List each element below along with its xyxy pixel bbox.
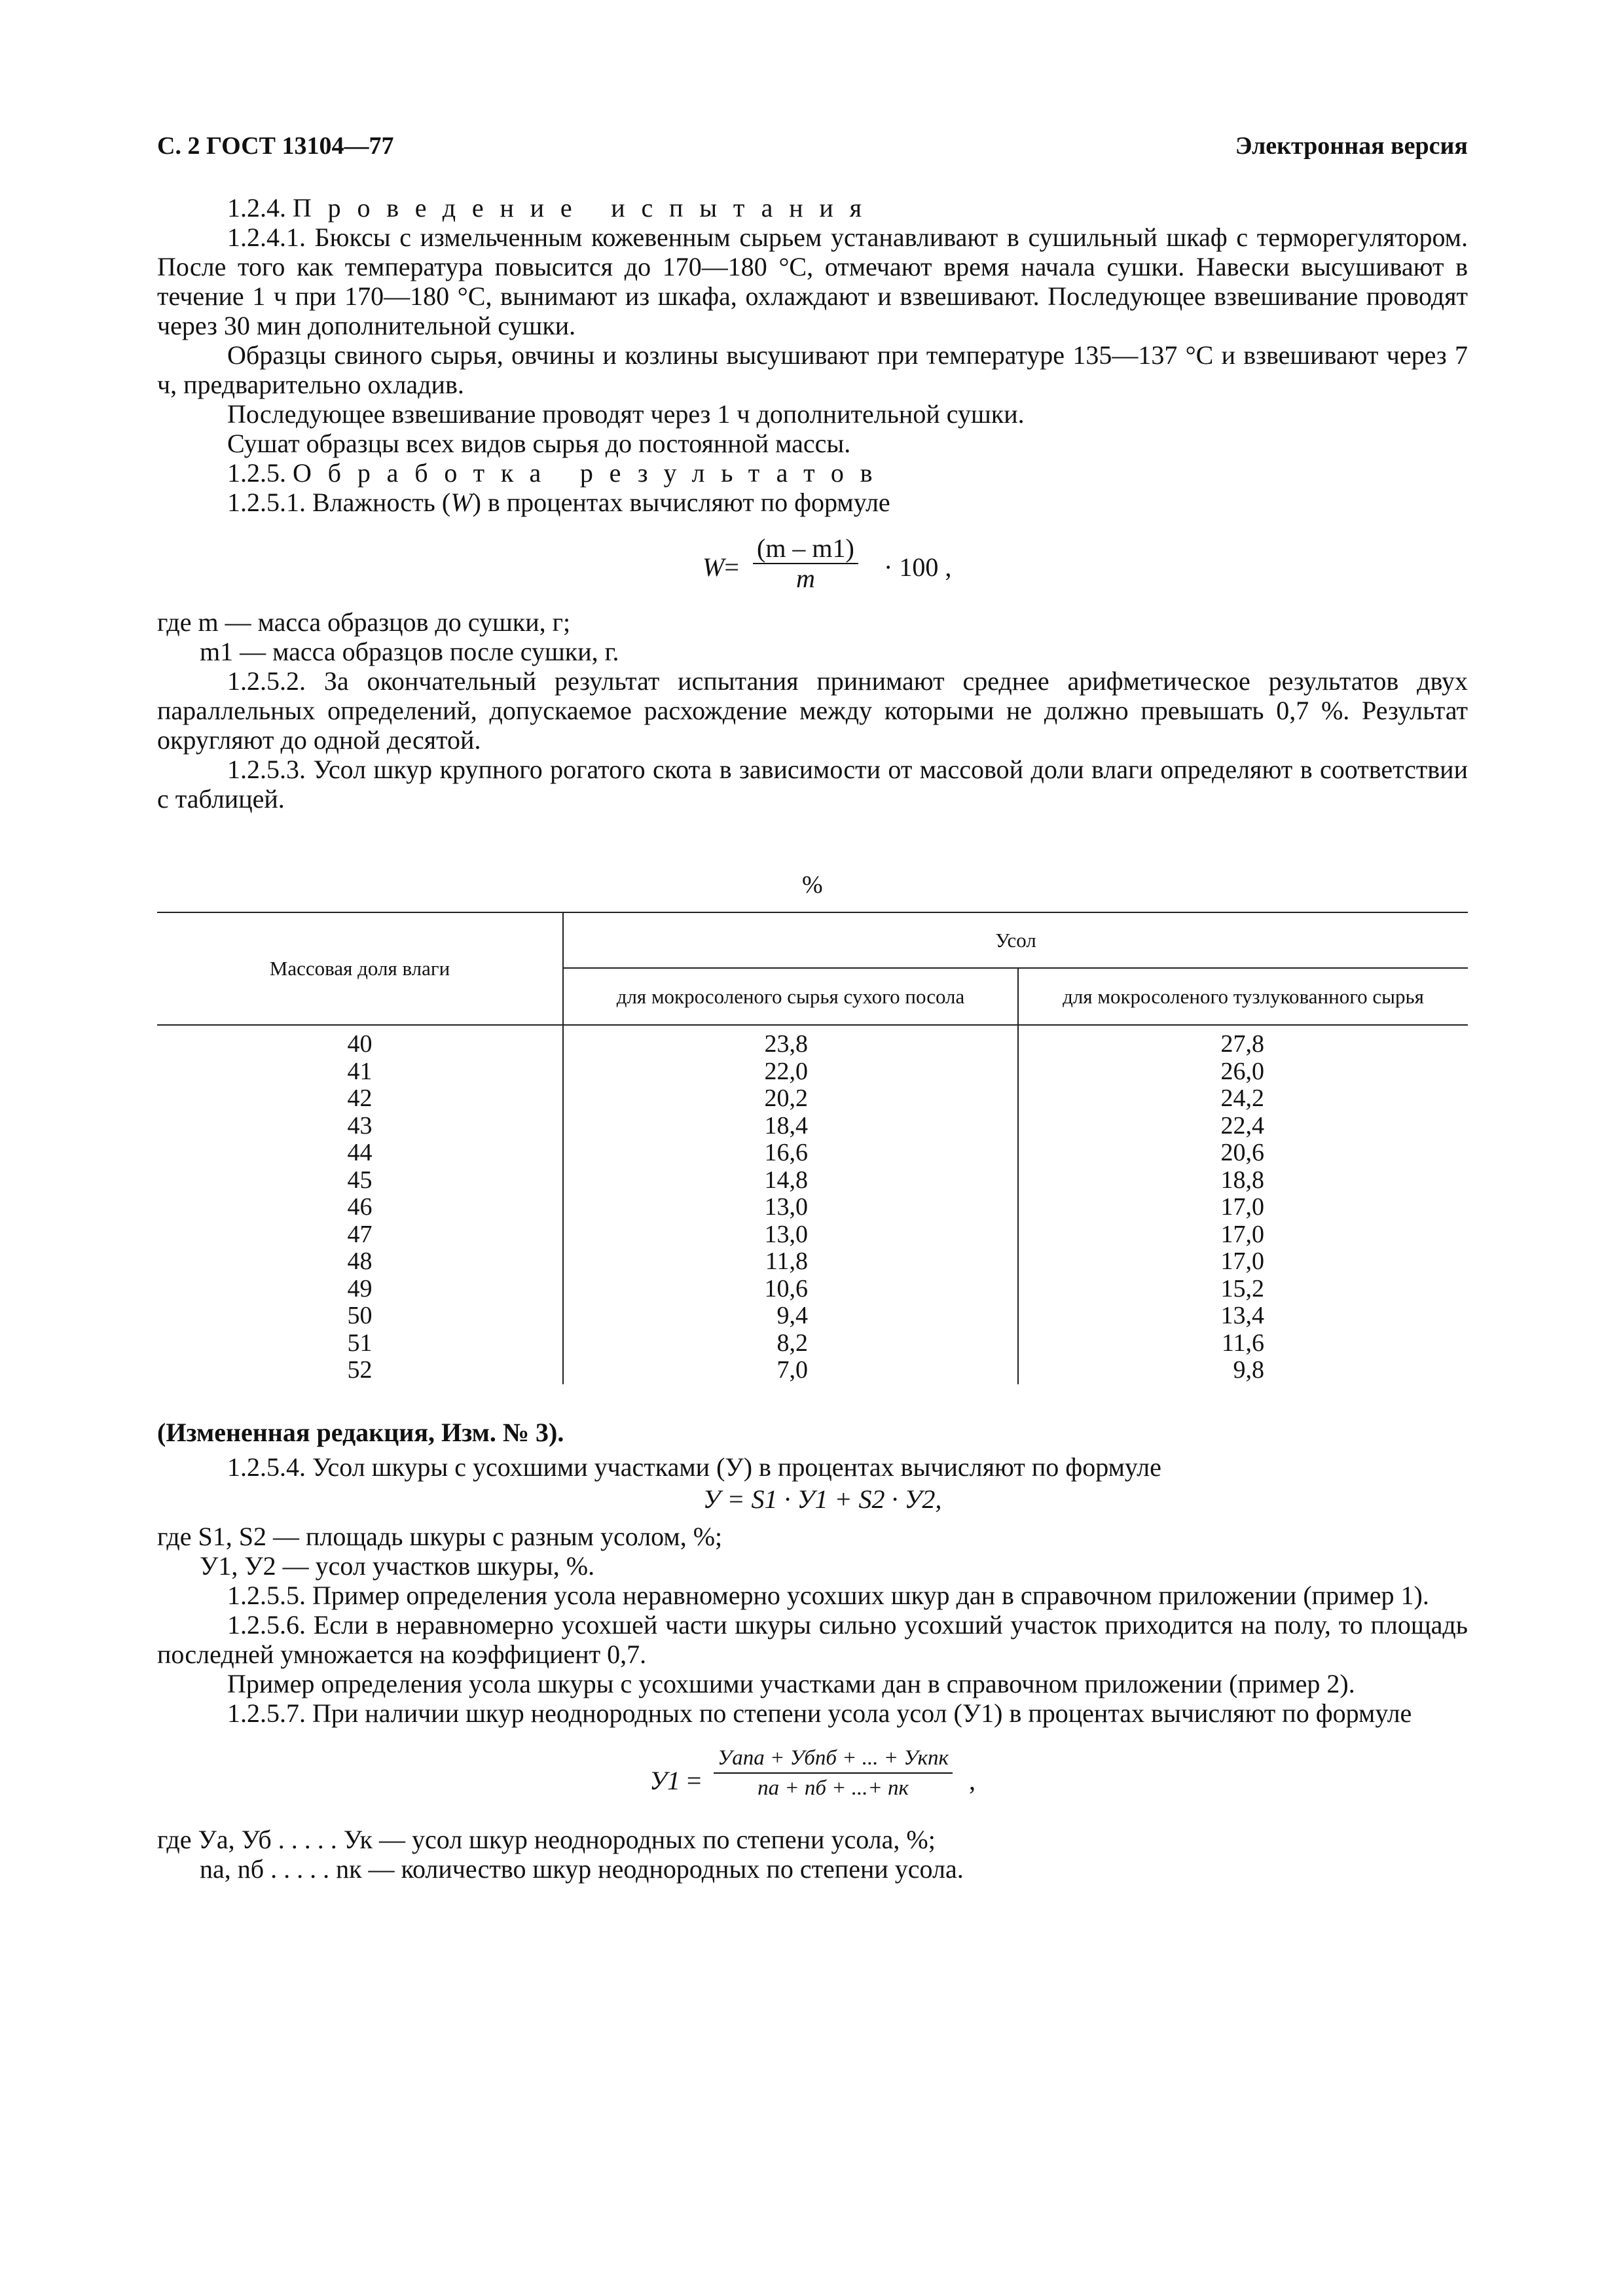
dry-salted-value: 11,8 [765,1247,808,1275]
brine-cured-column [1018,1025,1468,1384]
brine-cured-value: 15,2 [1220,1274,1264,1302]
moisture-value: 49 [347,1274,373,1302]
where-m: где m — масса образцов до сушки, г; [157,607,571,637]
header-brine-cured: для мокросоленого тузлукованного сырья [1018,968,1468,1025]
usol-formula: У = S1 · У1 + S2 · У2, [702,1484,942,1514]
moisture-value: 52 [347,1356,373,1384]
page-header-right: Электронная версия [1235,132,1468,160]
dry-salted-value: 14,8 [764,1166,808,1194]
hetero-formula-denominator: nа + nб + ...+ nк [757,1776,909,1800]
moisture-value: 51 [347,1329,373,1357]
dry-salted-value: 23,8 [764,1030,808,1058]
heterogeneous-usol-formula: У1 = Уаnа + Убnб + ... + Укnк nа + nб + ...+ nк , [157,1737,1468,1816]
dry-salted-value: 18,4 [764,1111,808,1139]
dry-salted-value: 16,6 [764,1139,808,1166]
hetero-formula-numerator: Уаnа + Убnб + ... + Укnк [714,1744,953,1774]
paragraph-reweigh: Последующее взвешивание проводят через 1 ч дополнительной сушки. [227,399,1025,429]
moisture-value: 40 [347,1030,373,1058]
brine-cured-value: 11,6 [1221,1329,1264,1357]
table-unit: % [802,871,823,899]
brine-cured-value: 9,8 [1233,1356,1264,1384]
brine-cured-value: 27,8 [1220,1030,1264,1058]
brine-cured-value: 17,0 [1220,1247,1264,1275]
header-dry-salted: для мокросоленого сырья сухого посола [563,968,1018,1025]
brine-cured-value: 17,0 [1220,1193,1264,1221]
paragraph-constant-mass: Сушат образцы всех видов сырья до постоянной массы. [227,429,851,458]
amendment-note: (Измененная редакция, Изм. № 3). [157,1418,564,1447]
paragraph-1-2-5-5: 1.2.5.5. Пример определения усола неравномерно усохших шкур дан в справочном приложении (пример 1). [227,1581,1429,1610]
dry-salted-value: 9,4 [776,1302,808,1329]
page-header-left: С. 2 ГОСТ 13104—77 [157,132,394,160]
brine-cured-value: 22,4 [1220,1111,1264,1139]
brine-cured-value: 24,2 [1220,1085,1264,1112]
dry-salted-value: 13,0 [764,1220,808,1248]
dry-salted-column [563,1025,1018,1384]
where-m1: m1 — масса образцов после сушки, г. [200,637,619,666]
moisture-value: 47 [347,1220,373,1248]
usol-table [157,912,1468,1384]
paragraph-pig-skin: Образцы свиного сырья, овчины и козлины высушивают при температуре 135—137 °С и взвешивают через 7 ч, предварительно охладив. [157,340,1468,399]
dry-salted-value: 20,2 [764,1085,808,1112]
paragraph-example-2: Пример определения усола шкуры с усохшими участками дан в справочном приложении (пример 2). [227,1669,1355,1698]
main-text-bottom [157,1418,1468,1884]
brine-cured-value: 18,8 [1220,1166,1264,1194]
dry-salted-value: 7,0 [776,1356,808,1384]
header-moisture: Массовая доля влаги [157,912,563,1025]
moisture-value: 45 [347,1166,373,1194]
paragraph-1-2-5-4: 1.2.5.4. Усол шкуры с усохшими участками (У) в процентах вычисляют по формуле [227,1452,1161,1482]
paragraph-1-2-5-7: 1.2.5.7. При наличии шкур неоднородных по степени усола усол (У1) в процентах вычисляют по формуле [227,1698,1412,1728]
moisture-value: 46 [347,1193,373,1221]
brine-cured-value: 20,6 [1220,1139,1264,1166]
dry-salted-value: 10,6 [764,1274,808,1302]
main-text-top [157,193,1468,814]
where-na: nа, nб . . . . . nк — количество шкур неоднородных по степени усола. [200,1854,964,1884]
header-usol: Усол [563,912,1468,968]
paragraph-1-2-5-1: 1.2.5.1. Влажность (W) в процентах вычисляют по формуле [227,488,890,517]
paragraph-1-2-5-6: 1.2.5.6. Если в неравномерно усохшей части шкуры сильно усохший участок приходится на полу, то площадь последней умножается на коэффициент 0,7. [157,1610,1468,1669]
dry-salted-value: 13,0 [764,1193,808,1221]
moisture-value: 50 [347,1302,373,1329]
moisture-formula: W= $\frac{(m - m1)}{m}$ · 100 , [702,533,952,593]
where-ua: где Уа, Уб . . . . . Ук — усол шкур неоднородных по степени усола, %; [157,1825,936,1854]
paragraph-1-2-5-2: 1.2.5.2. За окончательный результат испытания принимают среднее арифметическое результатов двух параллельных определений, допускаемое расхождение между которыми не должно превышать 0,7 %. Результат округляют до одной десятой. [157,666,1468,755]
brine-cured-value: 26,0 [1220,1057,1264,1085]
dry-salted-value: 8,2 [776,1329,808,1357]
moisture-value: 48 [347,1247,373,1275]
moisture-formula-numerator: (m – m1) [753,534,858,564]
moisture-column [157,1025,563,1384]
section-1-2-4-title: 1.2.4. Проведение испытания [227,193,878,223]
paragraph-1-2-4-1: 1.2.4.1. Бюксы с измельченным кожевенным сырьем устанавливают в сушильный шкаф с терморегулятором. После того как температура повысится до 170—180 °С, отмечают время начала сушки. Навески высушивают в течение 1 ч при 170—180 °С, вынимают из шкафа, охлаждают и взвешивают. Последующее взвешивание проводят через 30 мин дополнительной сушки. [157,223,1468,340]
brine-cured-value: 17,0 [1220,1220,1264,1248]
brine-cured-value: 13,4 [1220,1302,1264,1329]
dry-salted-value: 22,0 [764,1057,808,1085]
moisture-value: 41 [347,1057,373,1085]
moisture-formula-denominator: m [795,564,815,593]
section-1-2-5-title: 1.2.5. Обработка результатов [227,458,889,488]
where-s: где S1, S2 — площадь шкуры с разным усолом, %; [157,1522,723,1551]
where-u: У1, У2 — усол участков шкуры, %. [200,1551,595,1581]
moisture-value: 43 [347,1111,373,1139]
paragraph-1-2-5-3: 1.2.5.3. Усол шкур крупного рогатого скота в зависимости от массовой доли влаги определяют в соответствии с таблицей. [157,755,1468,814]
moisture-value: 42 [347,1085,373,1112]
moisture-value: 44 [347,1139,373,1166]
